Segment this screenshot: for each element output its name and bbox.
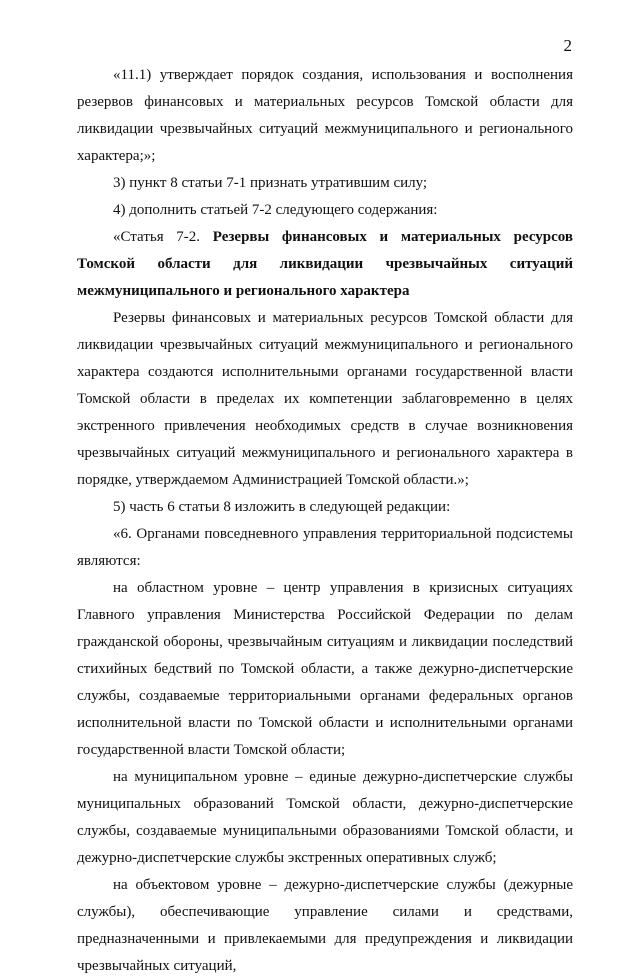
article-7-2-heading (77, 224, 573, 305)
article-7-2-prefix: «Статья 7-2. (113, 229, 213, 245)
paragraph-item-3: 3) пункт 8 статьи 7-1 признать утратившим силу; (113, 175, 428, 191)
article-7-2-title: Резервы финансовых и материальных ресурсов Томской области для ликвидации чрезвычайных ситуаций межмуниципального и регионального характера (77, 229, 574, 299)
paragraph-item-5: 5) часть 6 статьи 8 изложить в следующей редакции: (113, 499, 451, 515)
paragraph-item-4: 4) дополнить статьей 7-2 следующего содержания: (113, 202, 438, 218)
object-level-paragraph: на объектовом уровне – дежурно-диспетчерские службы (дежурные службы), обеспечивающие управление силами и средствами, предназначенными и привлекаемыми для предупреждения и ликвидации чрезвычайных ситуаций, (77, 877, 573, 974)
paragraph-11-1: «11.1) утверждает порядок создания, использования и восполнения резервов финансовых и материальных ресурсов Томской области для ликвидации чрезвычайных ситуаций межмуниципального и регионального характера;»; (77, 67, 573, 164)
article-7-2-text: Резервы финансовых и материальных ресурсов Томской области для ликвидации чрезвычайных ситуаций межмуниципального и регионального характера создаются исполнительными органами государственной власти Томской области в пределах их компетенции заблаговременно в целях экстренного привлечения необходимых средств в случае возникновения чрезвычайных ситуаций межмуниципального и регионального характера в порядке, утверждаемом Администрацией Томской области.»; (77, 310, 573, 488)
page-number: 2 (563, 36, 572, 55)
part-6-intro: «6. Органами повседневного управления территориальной подсистемы являются: (77, 526, 573, 569)
document-body (77, 62, 573, 980)
municipal-level-paragraph: на муниципальном уровне – единые дежурно-диспетчерские службы муниципальных образований Томской области, дежурно-диспетчерские службы, создаваемые муниципальными образованиями Томской области, и дежурно-диспетчерские службы экстренных оперативных служб; (77, 769, 573, 866)
regional-level-paragraph: на областном уровне – центр управления в кризисных ситуациях Главного управления Министерства Российской Федерации по делам гражданской обороны, чрезвычайным ситуациям и ликвидации последствий стихийных бедствий по Томской области, а также дежурно-диспетчерские службы, создаваемые территориальными органами федеральных органов исполнительной власти по Томской области и исполнительными органами государственной власти Томской области; (77, 580, 573, 758)
